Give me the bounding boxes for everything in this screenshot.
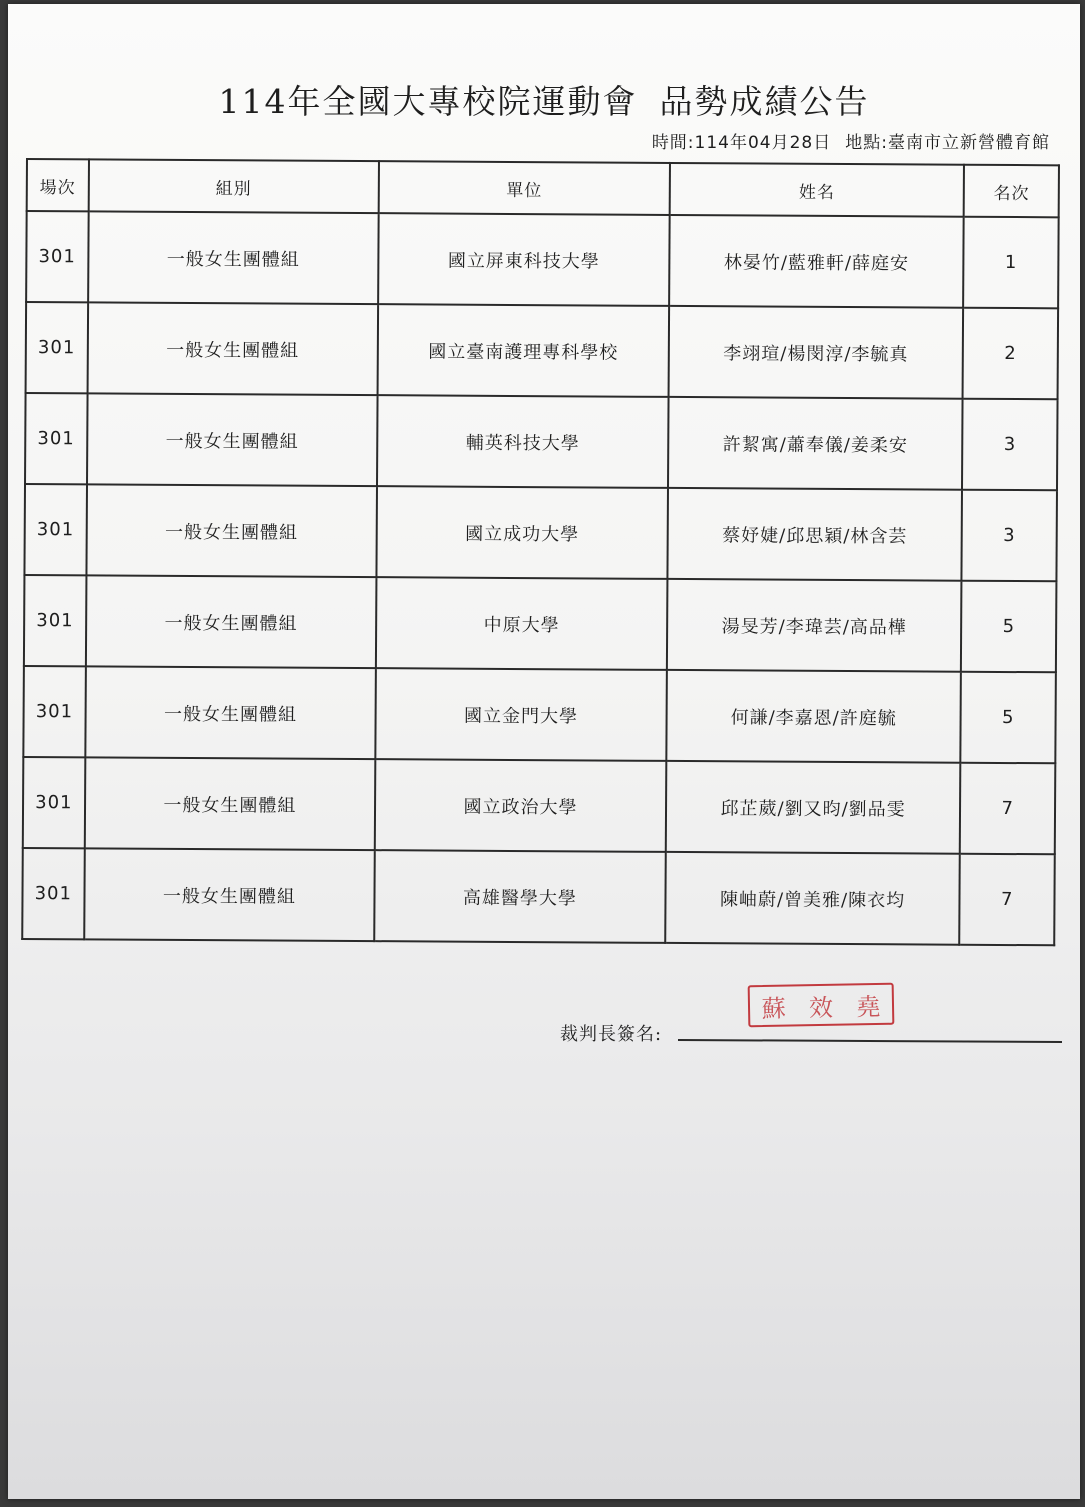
cell-names: 蔡妤婕/邱思穎/林含芸 bbox=[667, 488, 962, 581]
cell-rank: 5 bbox=[961, 581, 1056, 673]
table-row bbox=[23, 757, 1056, 854]
cell-rank: 5 bbox=[961, 672, 1056, 764]
results-table bbox=[21, 158, 1060, 946]
cell-session: 301 bbox=[22, 848, 84, 939]
event-place: 地點:臺南市立新營體育館 bbox=[845, 133, 1050, 153]
cell-group: 一般女生團體組 bbox=[86, 484, 377, 577]
cell-names: 林晏竹/藍雅軒/薛庭安 bbox=[669, 215, 964, 308]
cell-unit: 國立屏東科技大學 bbox=[378, 213, 669, 306]
table-row bbox=[26, 211, 1059, 308]
header-names: 姓名 bbox=[669, 163, 964, 217]
table-row bbox=[24, 484, 1057, 581]
cell-rank: 1 bbox=[964, 217, 1059, 309]
event-time: 時間:114年04月28日 bbox=[651, 133, 832, 153]
table-row bbox=[26, 302, 1059, 399]
cell-rank: 3 bbox=[962, 490, 1057, 582]
header-session: 場次 bbox=[27, 159, 89, 211]
cell-group: 一般女生團體組 bbox=[85, 575, 376, 668]
cell-group: 一般女生團體組 bbox=[88, 211, 379, 304]
seal-char: 堯 bbox=[856, 992, 881, 1021]
cell-group: 一般女生團體組 bbox=[84, 848, 375, 941]
cell-session: 301 bbox=[23, 666, 85, 757]
title-event: 114年全國大專校院運動會 bbox=[218, 82, 638, 121]
cell-group: 一般女生團體組 bbox=[87, 393, 378, 486]
referee-seal bbox=[748, 983, 895, 1028]
cell-session: 301 bbox=[26, 302, 88, 393]
table-row bbox=[25, 393, 1058, 490]
cell-unit: 高雄醫學大學 bbox=[374, 850, 665, 943]
cell-names: 湯旻芳/李瑋芸/高品樺 bbox=[667, 579, 962, 672]
cell-group: 一般女生團體組 bbox=[87, 302, 378, 395]
title-notice: 品勢成績公告 bbox=[659, 82, 870, 121]
signature-line bbox=[678, 1039, 1062, 1043]
cell-session: 301 bbox=[23, 757, 85, 848]
seal-char: 效 bbox=[808, 993, 834, 1022]
cell-session: 301 bbox=[24, 575, 86, 666]
cell-rank: 7 bbox=[960, 854, 1055, 946]
header-unit: 單位 bbox=[379, 161, 670, 215]
table-row bbox=[23, 666, 1056, 763]
cell-names: 邱芷葳/劉又昀/劉品雯 bbox=[666, 761, 961, 854]
cell-rank: 3 bbox=[962, 399, 1057, 491]
cell-rank: 2 bbox=[963, 308, 1058, 400]
cell-unit: 國立政治大學 bbox=[375, 759, 666, 852]
cell-rank: 7 bbox=[960, 763, 1055, 855]
cell-names: 李翊瑄/楊閔淳/李毓真 bbox=[668, 306, 963, 399]
document-title bbox=[8, 76, 1080, 123]
table-row bbox=[24, 575, 1057, 672]
cell-unit: 國立臺南護理專科學校 bbox=[378, 304, 669, 397]
event-meta bbox=[652, 128, 1050, 153]
cell-session: 301 bbox=[24, 484, 86, 575]
seal-char: 蘇 bbox=[761, 994, 786, 1023]
cell-session: 301 bbox=[26, 211, 88, 302]
table-header-row bbox=[27, 159, 1059, 217]
cell-unit: 輔英科技大學 bbox=[377, 395, 668, 488]
cell-unit: 國立金門大學 bbox=[376, 668, 667, 761]
cell-names: 何謙/李嘉恩/許庭毓 bbox=[666, 670, 961, 763]
document-page bbox=[8, 4, 1080, 1499]
cell-unit: 國立成功大學 bbox=[377, 486, 668, 579]
table-row bbox=[22, 848, 1055, 945]
cell-unit: 中原大學 bbox=[376, 577, 667, 670]
header-rank: 名次 bbox=[964, 165, 1059, 218]
cell-group: 一般女生團體組 bbox=[85, 666, 376, 759]
cell-names: 陳岫蔚/曾美雅/陳衣均 bbox=[665, 852, 960, 945]
cell-session: 301 bbox=[25, 393, 87, 484]
signature-label: 裁判長簽名: bbox=[560, 1024, 663, 1045]
header-group: 組別 bbox=[88, 159, 379, 213]
cell-names: 許絜寓/蕭奉儀/姜柔安 bbox=[668, 397, 963, 490]
cell-group: 一般女生團體組 bbox=[84, 757, 375, 850]
